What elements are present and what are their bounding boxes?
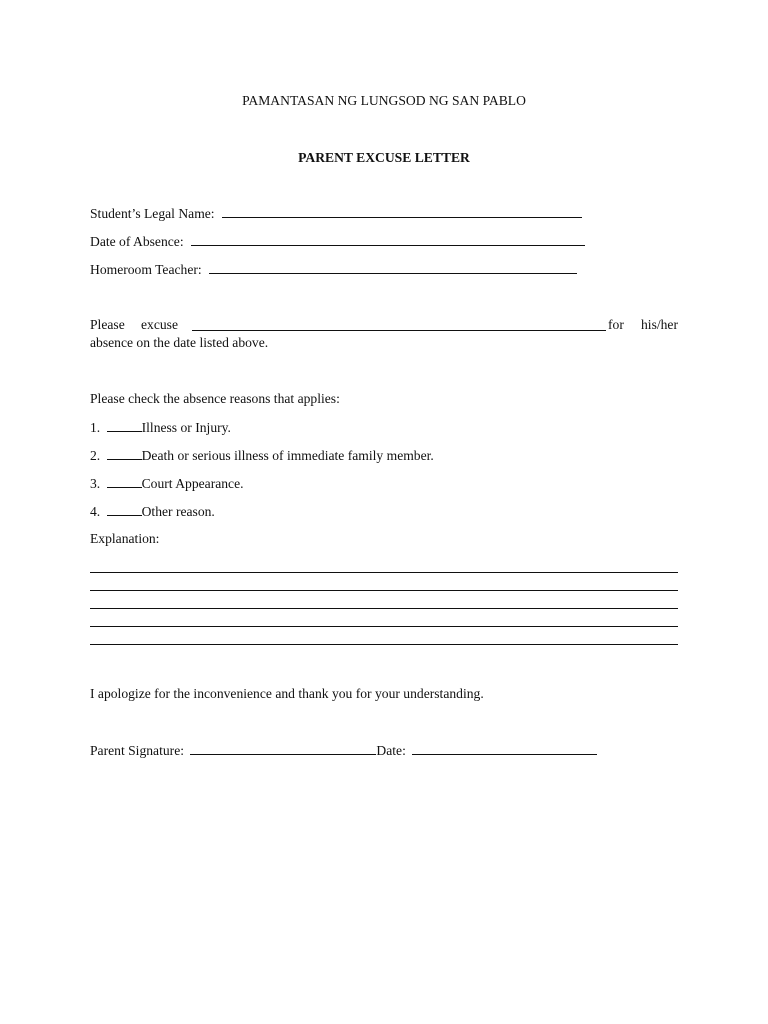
homeroom-teacher-field[interactable] [209,260,577,274]
explanation-line[interactable] [90,608,678,609]
excused-student-field[interactable] [192,317,606,331]
student-name-field[interactable] [222,204,582,218]
reason-number: 2. [90,448,101,463]
explanation-label: Explanation: [90,531,160,546]
reason-check-blank[interactable] [107,446,142,460]
reason-number: 3. [90,476,101,491]
homeroom-teacher-row [90,260,577,279]
reasons-prompt: Please check the absence reasons that applies: [90,391,340,406]
reason-number: 1. [90,420,101,435]
reason-item-illness [90,418,231,437]
explanation-line[interactable] [90,572,678,573]
student-name-row [90,204,582,223]
parent-signature-label: Parent Signature: [90,743,185,758]
signature-date-field[interactable] [412,741,597,755]
reason-check-blank[interactable] [107,474,142,488]
reason-label: Death or serious illness of immediate family member. [141,448,434,463]
reason-label: Court Appearance. [141,476,244,491]
explanation-line[interactable] [90,644,678,645]
reason-check-blank[interactable] [107,502,142,516]
reason-item-family [90,446,434,465]
date-of-absence-row [90,232,585,251]
page-title: PARENT EXCUSE LETTER [298,150,470,165]
closing-text: I apologize for the inconvenience and thank you for your understanding. [90,686,484,701]
signature-date-label: Date: [376,743,406,758]
excuse-word-hisher: his/her [641,317,678,332]
institution-name: PAMANTASAN NG LUNGSOD NG SAN PABLO [242,93,526,108]
student-name-label: Student’s Legal Name: [90,206,215,221]
homeroom-teacher-label: Homeroom Teacher: [90,262,202,277]
reason-check-blank[interactable] [107,418,142,432]
signature-row [90,741,597,760]
excuse-word-for: for [608,317,624,332]
reason-number: 4. [90,504,101,519]
explanation-line[interactable] [90,626,678,627]
excuse-line-2: absence on the date listed above. [90,335,269,350]
reason-label: Other reason. [141,504,215,519]
excuse-word-please: Please [90,317,125,332]
reason-item-court [90,474,244,493]
excuse-line [90,316,678,334]
date-of-absence-label: Date of Absence: [90,234,184,249]
excuse-word-excuse: excuse [141,317,178,332]
reason-item-other [90,502,215,521]
parent-signature-field[interactable] [190,741,376,755]
explanation-line[interactable] [90,590,678,591]
reason-label: Illness or Injury. [141,420,231,435]
date-of-absence-field[interactable] [191,232,585,246]
